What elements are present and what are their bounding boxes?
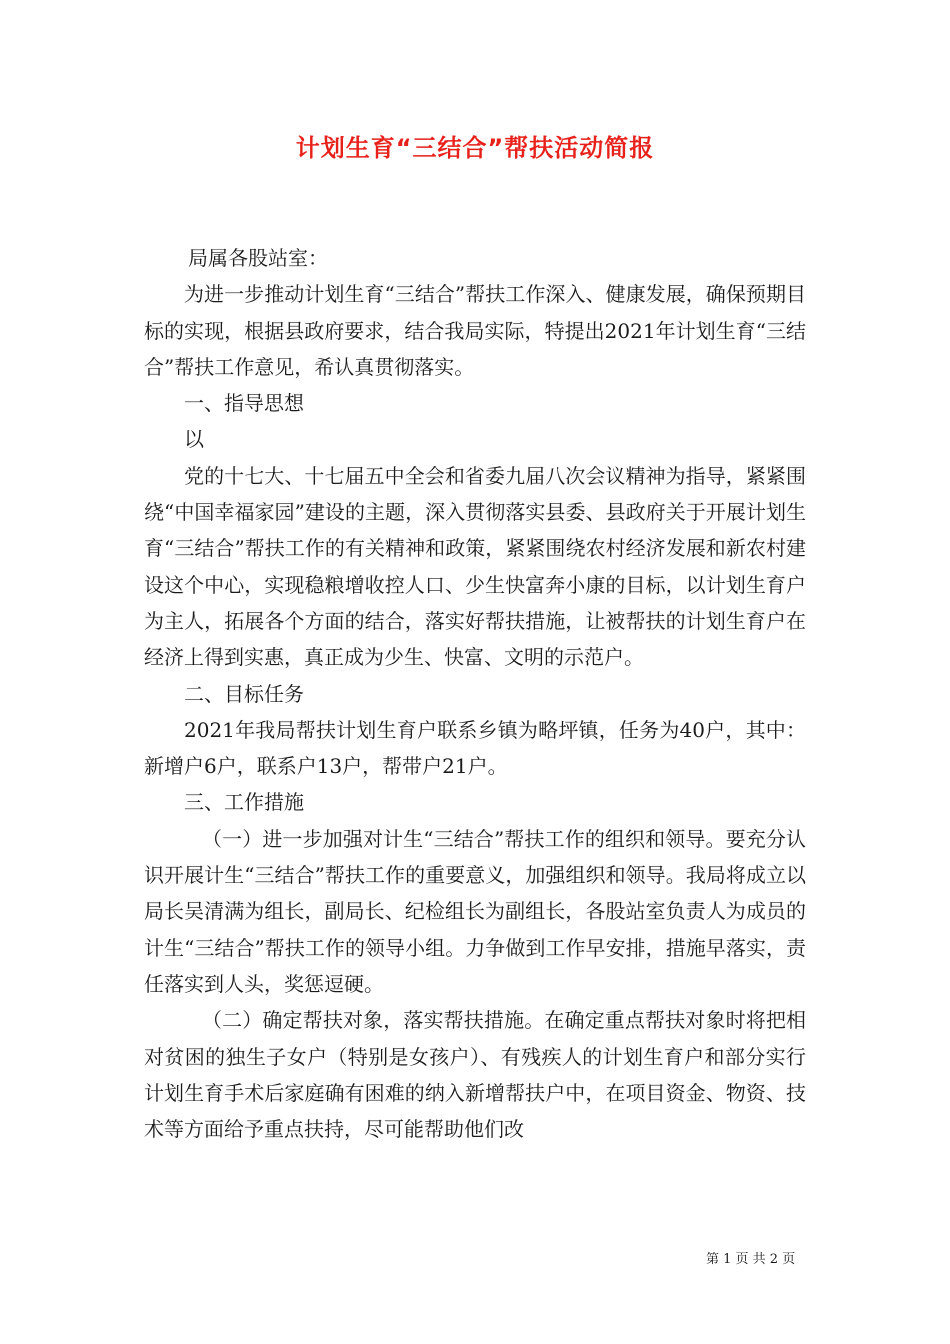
page-footer: 第 1 页 共 2 页 [706,1252,796,1267]
paragraph-fragment: 以 [184,427,204,452]
paragraph-measure-two: （二）确定帮扶对象，落实帮扶措施。在确定重点帮扶对象时将把相对贫困的独生子女户（特别是女孩户）、有残疾人的计划生育户和部分实行计划生育手术后家庭确有困难的纳入新增帮扶户中，在项目资金、物资、技术等方面给予重点扶持，尽可能帮助他们改 [144,1008,806,1142]
section-heading-targets: 二、目标任务 [184,681,304,706]
salutation: 局属各股站室： [188,246,328,270]
paragraph-targets: 2021年我局帮扶计划生育户联系乡镇为略坪镇，任务为40户，其中：新增户6户，联系户13户，帮带户21户。 [144,717,806,779]
paragraph-guiding-ideology: 党的十七大、十七届五中全会和省委九届八次会议精神为指导，紧紧围绕“中国幸福家园”建设的主题，深入贯彻落实县委、县政府关于开展计划生育“三结合”帮扶工作的有关精神和政策，紧紧围绕农村经济发展和新农村建设这个中心，实现稳粮增收控人口、少生快富奔小康的目标，以计划生育户为主人，拓展各个方面的结合，落实好帮扶措施，让被帮扶的计划生育户在经济上得到实惠，真正成为少生、快富、文明的示范户。 [144,463,806,670]
section-heading-measures: 三、工作措施 [184,790,304,815]
document-body [144,240,806,1147]
paragraph-intro: 为进一步推动计划生育“三结合”帮扶工作深入、健康发展，确保预期目标的实现，根据县政府要求，结合我局实际，特提出2021年计划生育“三结合”帮扶工作意见，希认真贯彻落实。 [144,282,806,379]
paragraph-measure-one: （一）进一步加强对计生“三结合”帮扶工作的组织和领导。要充分认识开展计生“三结合”帮扶工作的重要意义，加强组织和领导。我局将成立以局长吴清满为组长，副局长、纪检组长为副组长，各股站室负责人为成员的计生“三结合”帮扶工作的领导小组。力争做到工作早安排，措施早落实，责任落实到人头，奖惩逗硬。 [144,826,806,996]
section-heading-guiding-ideology: 一、指导思想 [184,391,304,416]
document-title: 计划生育“三结合”帮扶活动简报 [295,134,655,162]
